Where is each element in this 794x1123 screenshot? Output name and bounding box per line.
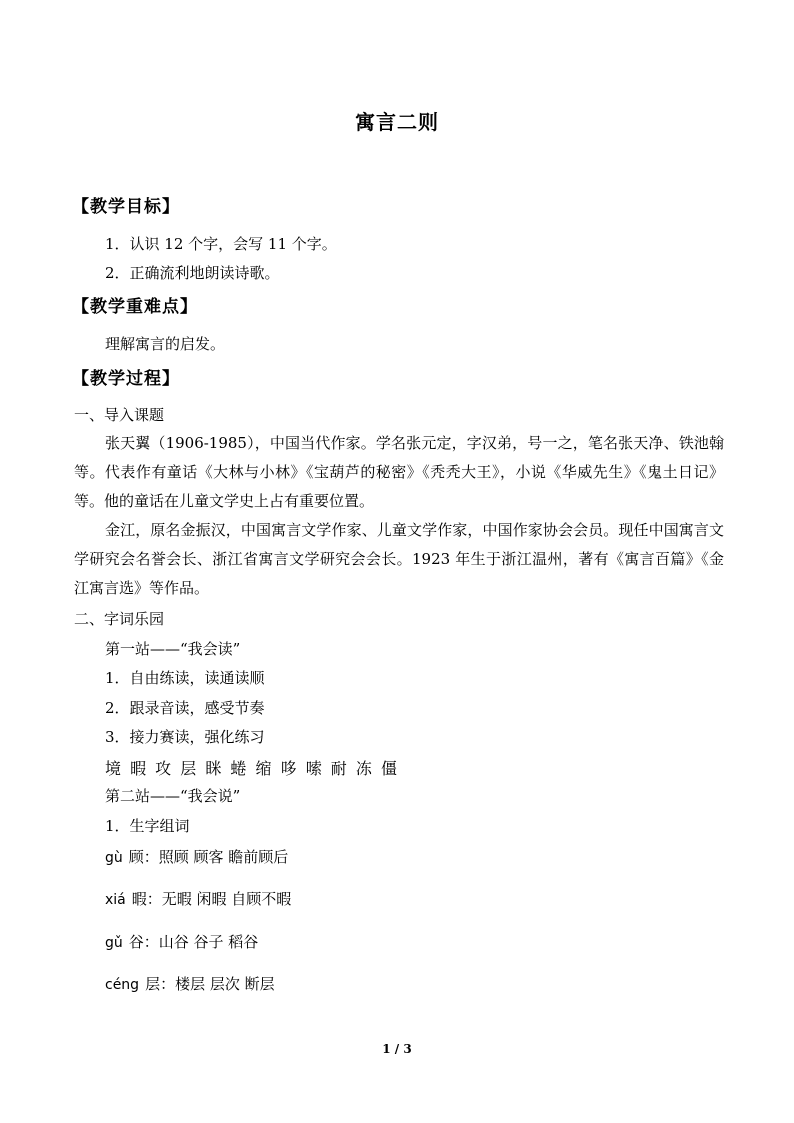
difficulty-heading: 【教学重难点】 (72, 297, 198, 317)
word-group-row (105, 932, 258, 953)
new-characters-list: 境 暇 攻 层 眯 蜷 缩 哆 嗦 耐 冻 僵 (105, 759, 397, 778)
goal-item-1: 1．认识 12 个字，会写 11 个字。 (105, 235, 337, 253)
word-group-row (105, 847, 288, 868)
word-group-row (105, 889, 291, 910)
author-paragraph-2: 金江，原名金振汉，中国寓言文学作家、儿童文学作家，中国作家协会会员。现任中国寓言文学研究会名誉会长、浙江省寓言文学研究会会长。1923 年生于浙江温州，著有《寓言百篇》《金江寓言选》等作品。 (74, 521, 724, 597)
pinyin-label: gǔ (105, 935, 123, 951)
part1-heading: 一、导入课题 (74, 406, 165, 424)
page-title: 寓言二则 (355, 110, 439, 134)
word-group-text: 谷：山谷 谷子 稻谷 (128, 933, 259, 951)
word-group-text: 层：楼层 层次 断层 (145, 975, 275, 993)
word-group-text: 暇：无暇 闲暇 自顾不暇 (131, 890, 292, 908)
step-item-3: 3．接力赛读，强化练习 (105, 728, 265, 746)
station2-label: 第二站——“我会说” (105, 787, 241, 805)
pinyin-label: gù (105, 850, 123, 866)
author-paragraph-1: 张天翼（1906-1985），中国当代作家。学名张元定，字汉弟，号一之，笔名张天净、铁池翰等。代表作有童话《大林与小林》《宝葫芦的秘密》《秃秃大王》，小说《华威先生》《鬼土日记》等。他的童话在儿童文学史上占有重要位置。 (74, 434, 724, 510)
goal-item-2: 2．正确流利地朗读诗歌。 (105, 264, 280, 282)
step-item-2: 2．跟录音读，感受节奏 (105, 699, 265, 717)
word-group-text: 顾：照顾 顾客 瞻前顾后 (128, 848, 289, 866)
page-number: 1 / 3 (382, 1042, 412, 1056)
pinyin-label: xiá (105, 892, 126, 908)
pinyin-label: céng (105, 977, 140, 993)
goals-heading: 【教学目标】 (72, 197, 180, 217)
station2-step: 1．生字组词 (105, 817, 190, 835)
station1-label: 第一站——“我会读” (105, 640, 241, 658)
part2-heading: 二、字词乐园 (74, 610, 165, 628)
word-group-row (105, 974, 275, 995)
difficulty-text: 理解寓言的启发。 (105, 335, 226, 353)
process-heading: 【教学过程】 (72, 369, 180, 389)
step-item-1: 1．自由练读，读通读顺 (105, 669, 265, 687)
